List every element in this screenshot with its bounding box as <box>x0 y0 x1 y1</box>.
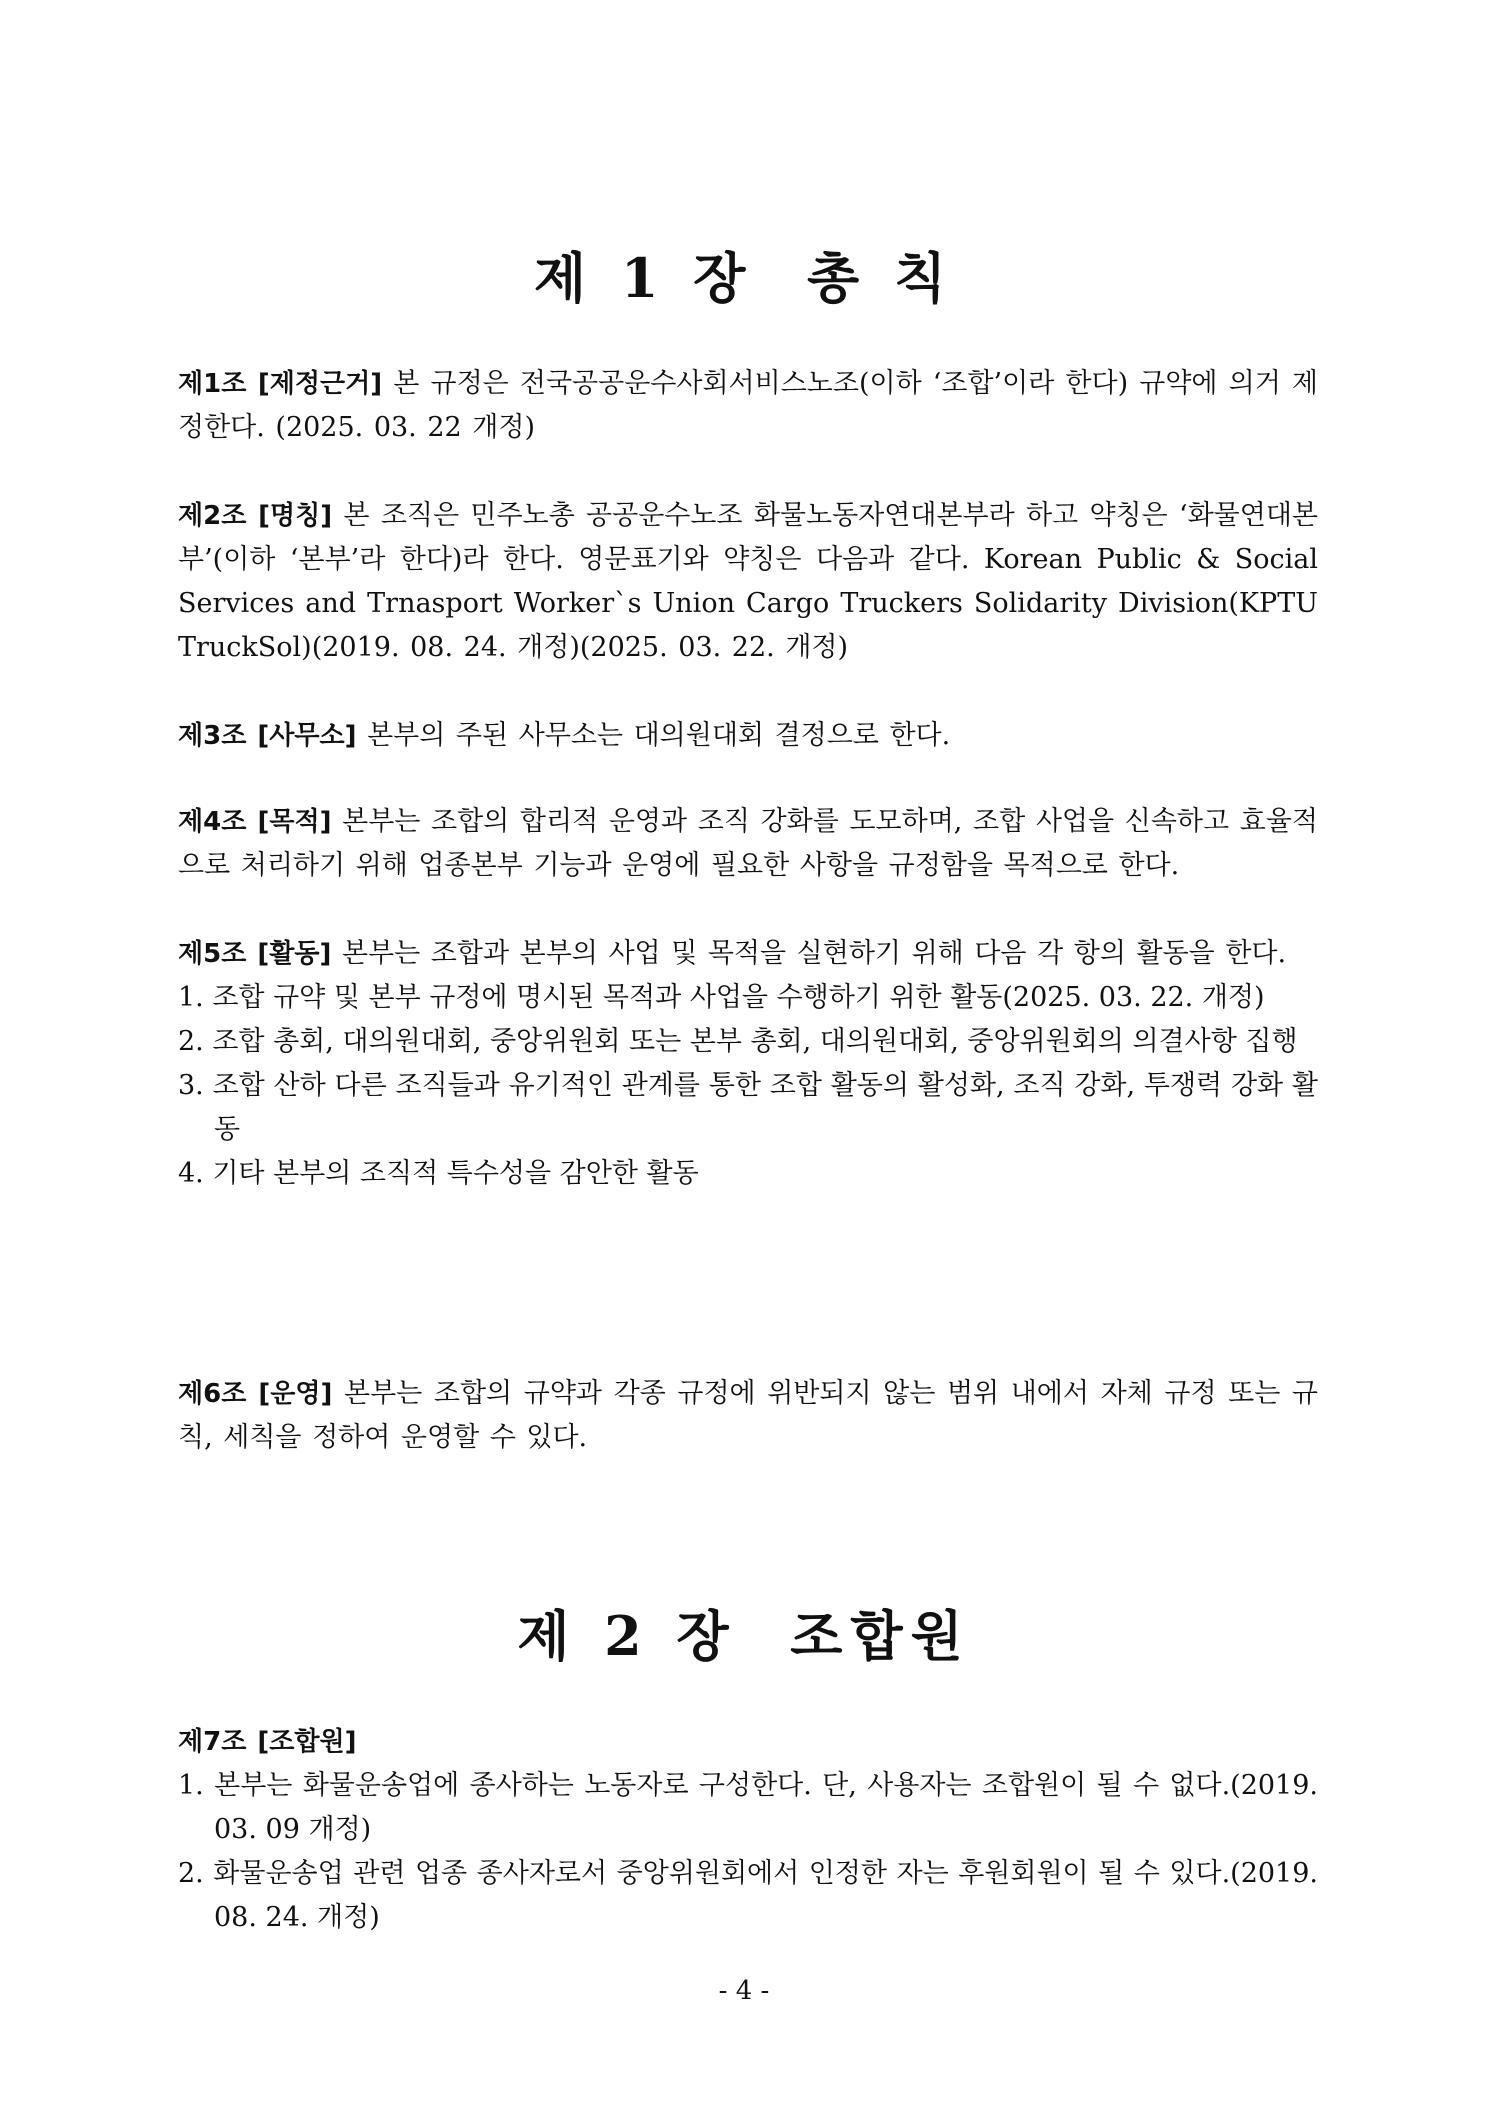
article-6-paragraph <box>178 1372 1318 1460</box>
list-item: 3. 조합 산하 다른 조직들과 유기적인 관계를 통한 조합 활동의 활성화, 조직 강화, 투쟁력 강화 활동 <box>178 1070 1318 1145</box>
article-4-heading: 제4조 [목적] <box>178 807 332 837</box>
article-7-item-list <box>178 1764 1318 1940</box>
article-5-heading: 제5조 [활동] <box>178 939 332 969</box>
article-3-text: 본부의 주된 사무소는 대의원대회 결정으로 한다. <box>356 720 951 751</box>
article-3 <box>178 714 1318 758</box>
list-item: 1. 조합 규약 및 본부 규정에 명시된 목적과 사업을 수행하기 위한 활동(2025. 03. 22. 개정) <box>178 982 1265 1013</box>
article-7-paragraph <box>178 1720 1318 1764</box>
article-6-heading: 제6조 [운영] <box>178 1379 333 1409</box>
article-6 <box>178 1372 1318 1460</box>
article-1-paragraph <box>178 362 1318 450</box>
article-4 <box>178 800 1318 888</box>
article-3-heading: 제3조 [사무소] <box>178 721 357 751</box>
list-item: 4. 기타 본부의 조직적 특수성을 감안한 활동 <box>178 1158 699 1189</box>
list-item: 2. 조합 총회, 대의원대회, 중앙위원회 또는 본부 총회, 대의원대회, 중앙위원회의 의결사항 집행 <box>178 1026 1298 1057</box>
article-4-paragraph <box>178 800 1318 888</box>
list-item: 2. 화물운송업 관련 업종 종사자로서 중앙위원회에서 인정한 자는 후원회원이 될 수 있다.(2019. 08. 24. 개정) <box>178 1858 1318 1933</box>
article-3-paragraph <box>178 714 1318 758</box>
article-7-heading: 제7조 [조합원] <box>178 1727 357 1757</box>
article-1-text: 본 규정은 전국공공운수사회서비스노조(이하 ‘조합’이라 한다) 규약에 의거 제정한다. (2025. 03. 22 개정) <box>178 368 1318 443</box>
list-item: 1. 본부는 화물운송업에 종사하는 노동자로 구성한다. 단, 사용자는 조합원이 될 수 없다.(2019. 03. 09 개정) <box>178 1770 1318 1845</box>
article-2-paragraph <box>178 494 1318 670</box>
chapter-2-title: 제 2 장 조합원 <box>517 1604 971 1668</box>
article-1-heading: 제1조 [제정근거] <box>178 369 383 399</box>
article-2 <box>178 494 1318 670</box>
article-4-text: 본부는 조합의 합리적 운영과 조직 강화를 도모하며, 조합 사업을 신속하고 효율적으로 처리하기 위해 업종본부 기능과 운영에 필요한 사항을 규정함을 목적으로 한다. <box>178 806 1318 881</box>
article-6-text: 본부는 조합의 규약과 각종 규정에 위반되지 않는 범위 내에서 자체 규정 또는 규칙, 세칙을 정하여 운영할 수 있다. <box>178 1378 1318 1453</box>
article-5-item-list <box>178 976 1318 1196</box>
page-number: - 4 - <box>718 1976 770 2006</box>
article-5 <box>178 932 1318 1196</box>
article-5-text: 본부는 조합과 본부의 사업 및 목적을 실현하기 위해 다음 각 항의 활동을 한다. <box>331 938 1287 969</box>
article-1 <box>178 362 1318 450</box>
article-7 <box>178 1720 1318 1940</box>
article-2-text: 본 조직은 민주노총 공공운수노조 화물노동자연대본부라 하고 약칭은 ‘화물연대본부’(이하 ‘본부’라 한다)라 한다. 영문표기와 약칭은 다음과 같다. Korean Public & Social Services and Trnasport Worker`s Union Cargo Truckers Solidarity Division(KPTU TruckSol)(2019. 08. 24. 개정)(2025. 03. 22. 개정) <box>178 500 1318 663</box>
chapter-1-title: 제 1 장 총 칙 <box>533 246 955 310</box>
article-2-heading: 제2조 [명칭] <box>178 501 333 531</box>
article-5-paragraph <box>178 932 1318 976</box>
